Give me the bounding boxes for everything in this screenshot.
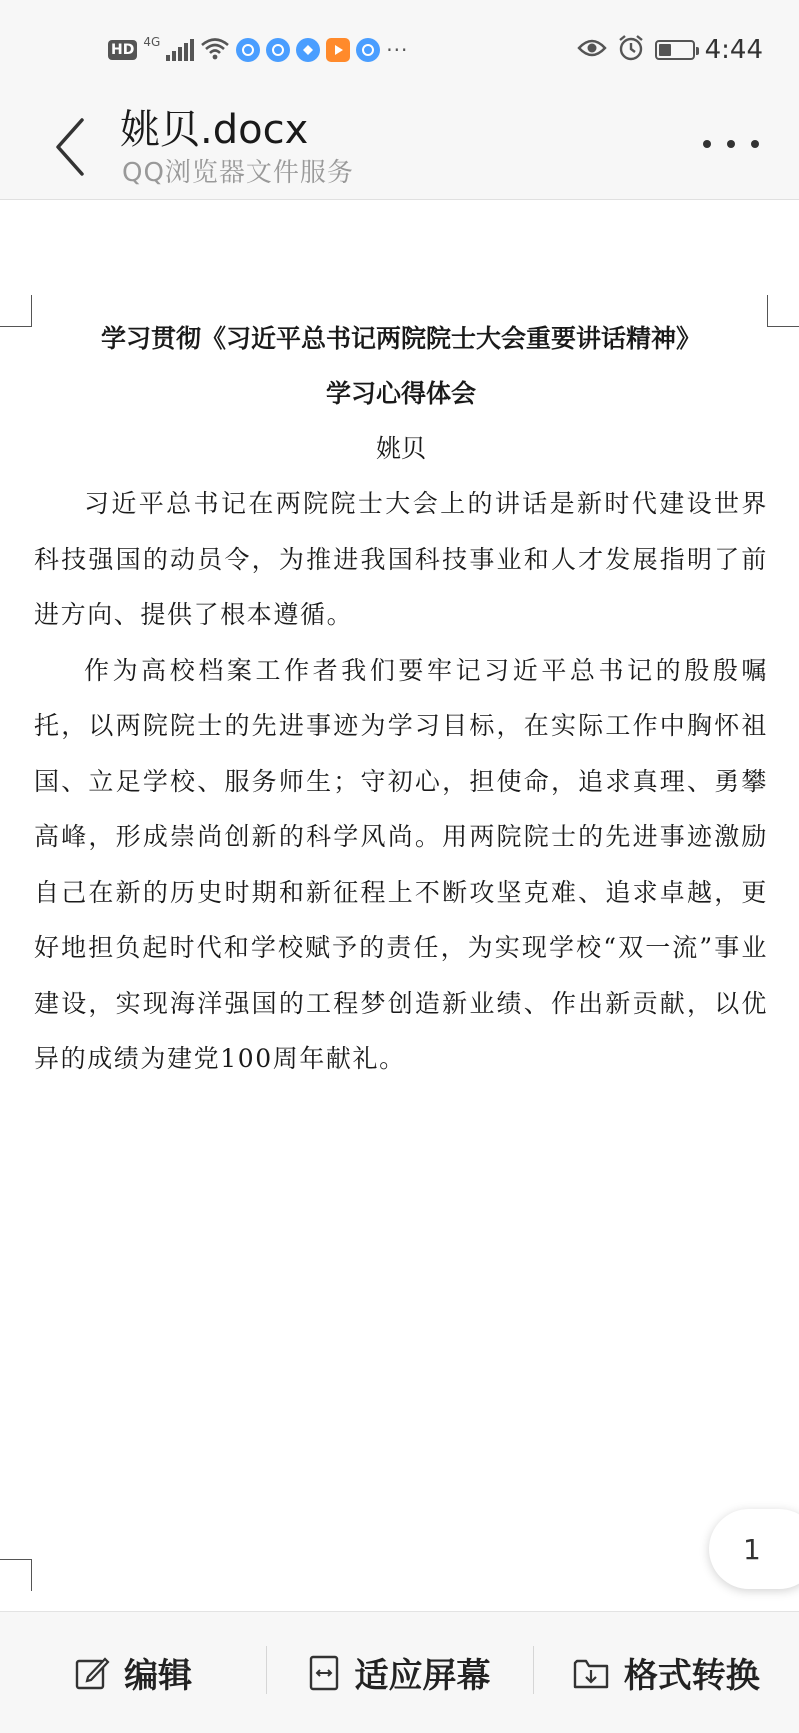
document-header (0, 96, 799, 200)
edit-label: 编辑 (124, 1656, 193, 1696)
folder-download-icon (572, 1655, 610, 1691)
document-paragraph: 作为高校档案工作者我们要牢记习近平总书记的殷殷嘱托，以两院院士的先进事迹为学习目标，在实际工作中胸怀祖国、立足学校、服务师生；守初心，担使命，追求真理、勇攀高峰，形成崇尚创新的科学风尚。用两院院士的先进事迹激励自己在新的历史时期和新征程上不断攻坚克难、追求卓越，更好地担负起时代和学校赋予的责任，为实现学校“双一流”事业建设，实现海洋强国的工程梦创造新业绩、作出新贡献，以优异的成绩为建党100周年献礼。 (34, 655, 768, 1073)
back-button[interactable] (50, 112, 100, 182)
document-subheading: 学习心得体会 (325, 379, 476, 408)
more-dot-icon (751, 140, 759, 148)
alarm-icon (617, 34, 645, 66)
battery-icon (655, 40, 695, 60)
document-source-subtitle: QQ浏览器文件服务 (122, 158, 354, 188)
status-left-group (108, 34, 408, 66)
document-page-content (34, 311, 768, 1087)
hd-badge: HD (108, 40, 137, 60)
qq-browser-notification-icon (236, 38, 260, 62)
battery-level (659, 44, 672, 56)
bottom-toolbar (0, 1611, 799, 1733)
document-author: 姚贝 (375, 434, 426, 463)
fit-screen-icon (308, 1654, 340, 1692)
format-convert-label: 格式转换 (623, 1656, 760, 1696)
document-viewer[interactable] (0, 201, 799, 1611)
network-type: 4G (143, 35, 161, 49)
page-corner-mark (0, 295, 32, 327)
document-title: 姚贝.docx (120, 107, 309, 153)
more-notifications-indicator: ··· (386, 38, 409, 62)
fit-screen-button[interactable] (266, 1612, 532, 1733)
page-number-indicator[interactable]: 1 (709, 1509, 799, 1589)
edit-icon (74, 1655, 110, 1691)
fit-screen-label: 适应屏幕 (354, 1656, 491, 1696)
qq-browser-notification-icon-2 (266, 38, 290, 62)
status-bar (0, 0, 799, 96)
signal-icon (166, 39, 194, 61)
edit-button[interactable] (0, 1612, 266, 1733)
document-paragraph: 习近平总书记在两院院士大会上的讲话是新时代建设世界科技强国的动员令，为推进我国科技事业和人才发展指明了前进方向、提供了根本遵循。 (34, 489, 768, 629)
page-corner-mark (0, 1559, 32, 1591)
page-corner-mark (767, 295, 799, 327)
wifi-icon (200, 36, 230, 64)
document-heading: 学习贯彻《习近平总书记两院院士大会重要讲话精神》 (100, 324, 701, 353)
eye-icon (577, 37, 607, 63)
format-convert-button[interactable] (533, 1612, 799, 1733)
more-dot-icon (727, 140, 735, 148)
status-right-group (577, 34, 763, 66)
browser-notification-icon (296, 38, 320, 62)
more-options-button[interactable] (703, 132, 759, 156)
clock: 4:44 (704, 35, 763, 65)
chevron-left-icon (50, 112, 90, 182)
more-dot-icon (703, 140, 711, 148)
qq-browser-notification-icon-3 (356, 38, 380, 62)
video-app-notification-icon (326, 38, 350, 62)
